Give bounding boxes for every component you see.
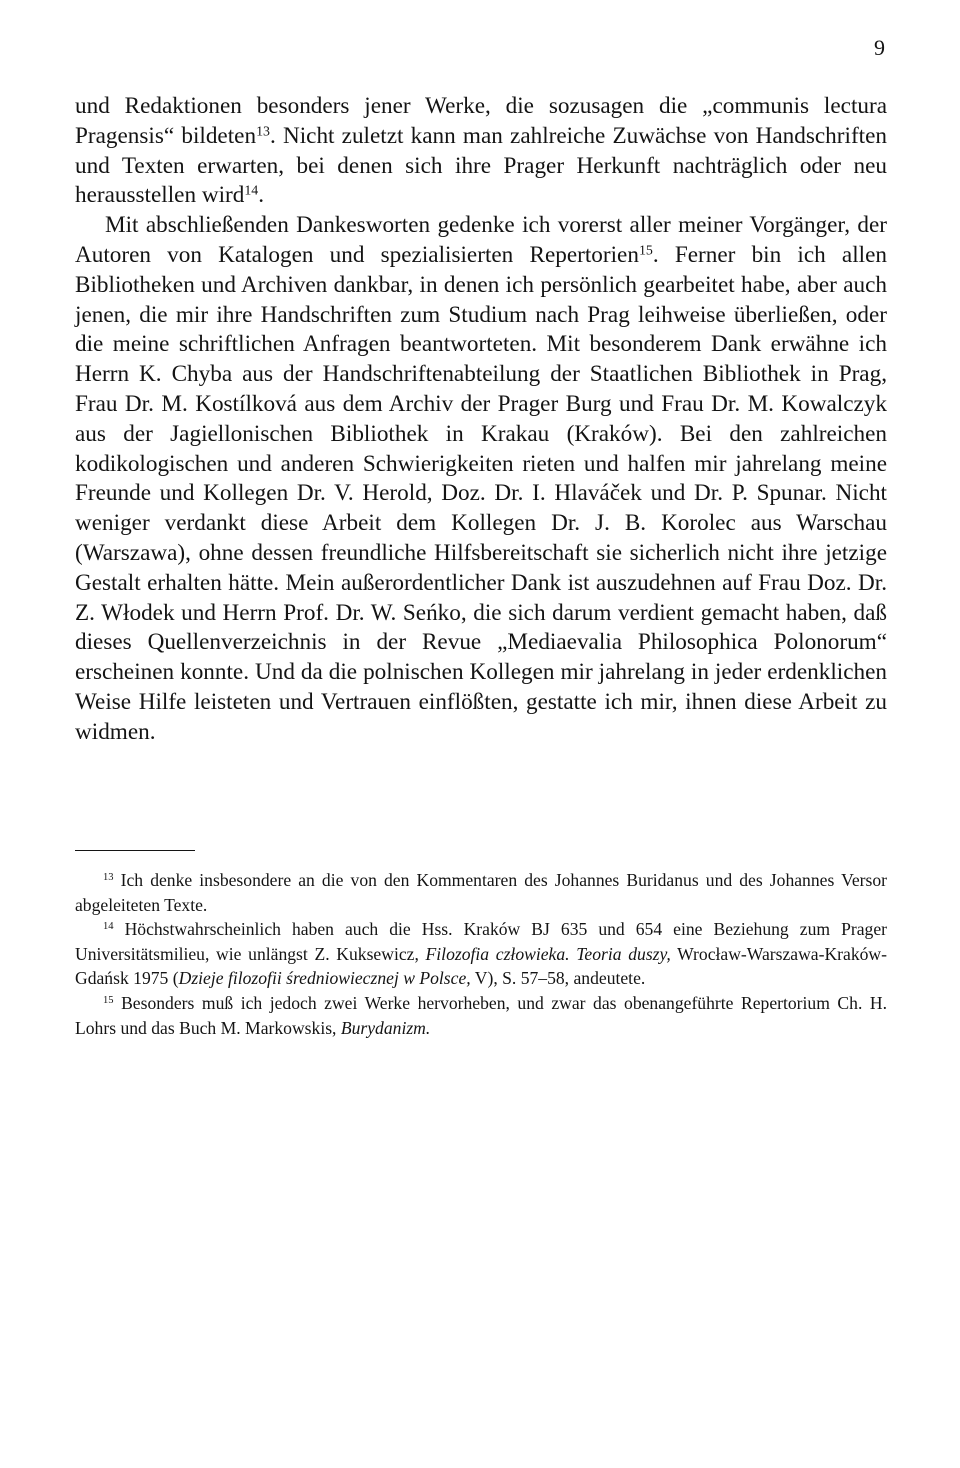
footnote-ref-15: 15 [638, 243, 653, 259]
footnote-14-text-c: V), S. 57–58, andeutete. [470, 968, 646, 989]
page-number: 9 [874, 35, 885, 60]
footnote-separator [75, 850, 195, 851]
footnote-15-number: 15 [103, 995, 114, 1007]
footnote-ref-13: 13 [256, 124, 270, 140]
footnote-14-text-b: Wrocław-Warszawa-Kraków-Gdańsk 1975 ( [75, 943, 887, 989]
paragraph-2-text-a: Mit abschließenden Dankesworten gedenke ich vorerst aller meiner Vorgänger, der Autoren von Katalogen und spezialisierten Repertorien [75, 212, 887, 268]
paragraph-1-text-b: . Nicht zuletzt kann man zahlreiche Zuwächse von Handschriften und Texten erwarten, bei denen sich ihre Prager Herkunft nachträglich oder neu herausstellen wird [75, 122, 887, 209]
footnote-13-text: Ich denke insbesondere an die von den Kommentaren des Johannes Buridanus und des Johannes Versor abgeleiteten Texte. [75, 870, 887, 915]
footnote-15-title-a: Burydanizm. [340, 1017, 431, 1038]
paragraph-1-end: . [258, 182, 265, 209]
footnote-15-text-a: Besonders muß ich jedoch zwei Werke hervorheben, und zwar das obenangeführte Repertorium Ch. H. Lohrs und das Buch M. Markowskis, [75, 992, 887, 1038]
footnote-13-number: 13 [103, 872, 114, 884]
footnotes [75, 868, 887, 1040]
footnote-14-text-a: Höchstwahrscheinlich haben auch die Hss. Kraków BJ 635 und 654 eine Beziehung zum Prager Universitätsmilieu, wie unlängst Z. Kuksewicz, [75, 919, 887, 964]
paragraph-1-text-a: und Redaktionen besonders jener Werke, die sozusagen die „communis lectura Pragensis“ bildeten [75, 93, 887, 149]
paragraph-1 [75, 92, 887, 211]
footnote-14-title-b: Dzieje filozofii średniowiecznej w Polsce, [178, 968, 471, 989]
footnote-14 [75, 917, 887, 991]
main-text [75, 92, 887, 748]
footnote-14-number: 14 [103, 921, 114, 933]
footnote-13 [75, 868, 887, 917]
paragraph-2 [75, 211, 887, 747]
footnote-14-title-a: Filozofia człowieka. Teoria duszy, [425, 943, 671, 964]
footnote-15 [75, 991, 887, 1040]
footnote-ref-14: 14 [244, 183, 259, 199]
paragraph-2-text-b: . Ferner bin ich allen Bibliotheken und Archiven dankbar, in denen ich persönlich gearbeitet habe, aber auch jenen, die mir ihre Handschriften zum Studium nach Prag leihweise überließen, oder die meine schriftlichen Anfragen beantworteten. Mit besonderem Dank erwähne ich Herrn K. Chyba aus der Handschriftenabteilung der Staatlichen Bibliothek in Prag, Frau Dr. M. Kostílková aus dem Archiv der Prager Burg und Frau Dr. M. Kowalczyk aus der Jagiellonischen Bibliothek in Krakau (Kraków). Bei den zahlreichen kodikologischen und anderen Schwierigkeiten rieten und halfen mir jahrelang meine Freunde und Kollegen Dr. V. Herold, Doz. Dr. I. Hlaváček und Dr. P. Spunar. Nicht weniger verdankt diese Arbeit dem Kollegen Dr. J. B. Korolec aus Warschau (Warszawa), ohne dessen freundliche Hilfsbereitschaft sie sicherlich nicht ihre jetzige Gestalt erhalten hätte. Mein außerordentlicher Dank ist auszudehnen auf Frau Doz. Dr. Z. Włodek und Herrn Prof. Dr. W. Seńko, die sich darum verdient gemacht haben, daß dieses Quellenverzeichnis in der Revue „Mediaevalia Philosophica Polonorum“ erscheinen konnte. Und da die polnischen Kollegen mir jahrelang in jeder erdenklichen Weise Hilfe leisteten und Vertrauen einflößten, gestatte ich mir, ihnen diese Arbeit zu widmen. [75, 241, 887, 745]
